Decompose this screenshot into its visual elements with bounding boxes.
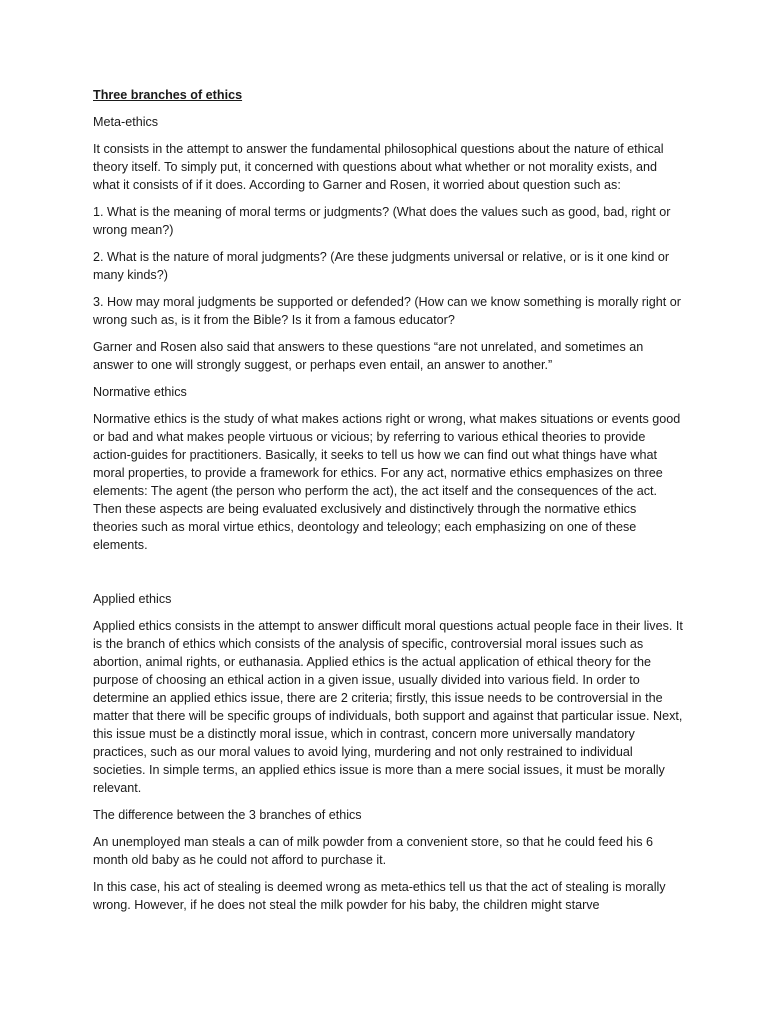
- meta-ethics-intro-paragraph: It consists in the attempt to answer the fundamental philosophical questions about the nature of ethical theory itself. To simply put, it concerned with questions about what whether or not morality exists, and what it consists of if it does. According to Garner and Rosen, it worried about question such as:: [93, 142, 664, 192]
- document-page: [93, 86, 683, 923]
- difference-paragraph-1: An unemployed man steals a can of milk powder from a convenient store, so that he could feed his 6 month old baby as he could not afford to purchase it.: [93, 835, 654, 867]
- section-heading-normative-ethics: Normative ethics: [93, 385, 187, 399]
- meta-ethics-conclusion-paragraph: Garner and Rosen also said that answers to these questions “are not unrelated, and sometimes an answer to one will strongly suggest, or perhaps even entail, an answer to another.”: [93, 340, 644, 372]
- difference-paragraph-2: In this case, his act of stealing is deemed wrong as meta-ethics tell us that the act of stealing is morally wrong. However, if he does not steal the milk powder for his baby, the children might starve: [93, 880, 666, 912]
- meta-ethics-question-2: 2. What is the nature of moral judgments? (Are these judgments universal or relative, or is it one kind or many kinds?): [93, 250, 670, 282]
- section-heading-applied-ethics: Applied ethics: [93, 592, 172, 606]
- document-title: Three branches of ethics: [93, 88, 243, 102]
- meta-ethics-question-3: 3. How may moral judgments be supported or defended? (How can we know something is morally right or wrong such as, is it from the Bible? Is it from a famous educator?: [93, 295, 681, 327]
- section-heading-difference: The difference between the 3 branches of ethics: [93, 808, 362, 822]
- meta-ethics-question-1: 1. What is the meaning of moral terms or judgments? (What does the values such as good, bad, right or wrong mean?): [93, 205, 671, 237]
- blank-line: [93, 563, 683, 590]
- section-heading-meta-ethics: Meta-ethics: [93, 115, 159, 129]
- applied-ethics-paragraph: Applied ethics consists in the attempt to answer difficult moral questions actual people face in their lives. It is the branch of ethics which consists of the analysis of specific, controversial moral issues such as abortion, animal rights, or euthanasia. Applied ethics is the actual application of ethical theory for the purpose of choosing an ethical action in a given issue, usually divided into various field. In order to determine an applied ethics issue, there are 2 criteria; firstly, this issue needs to be controversial in the matter that there will be specific groups of individuals, both support and against that particular issue. Next, this issue must be a distinctly moral issue, which in contrast, concern more universally mandatory practices, such as our moral values to avoid lying, murdering and not only restrained to individual societies. In simple terms, an applied ethics issue is more than a mere social issues, it must be morally relevant.: [93, 619, 683, 795]
- normative-ethics-paragraph: Normative ethics is the study of what makes actions right or wrong, what makes situations or events good or bad and what makes people virtuous or vicious; by referring to various ethical theories to provide action-guides for practitioners. Basically, it seeks to tell us how we can find out what things have what moral properties, to provide a framework for ethics. For any act, normative ethics emphasizes on three elements: The agent (the person who perform the act), the act itself and the consequences of the act. Then these aspects are being evaluated exclusively and distinctively through the normative ethics theories such as moral virtue ethics, deontology and teleology; each emphasizing on one of these elements.: [93, 412, 681, 552]
